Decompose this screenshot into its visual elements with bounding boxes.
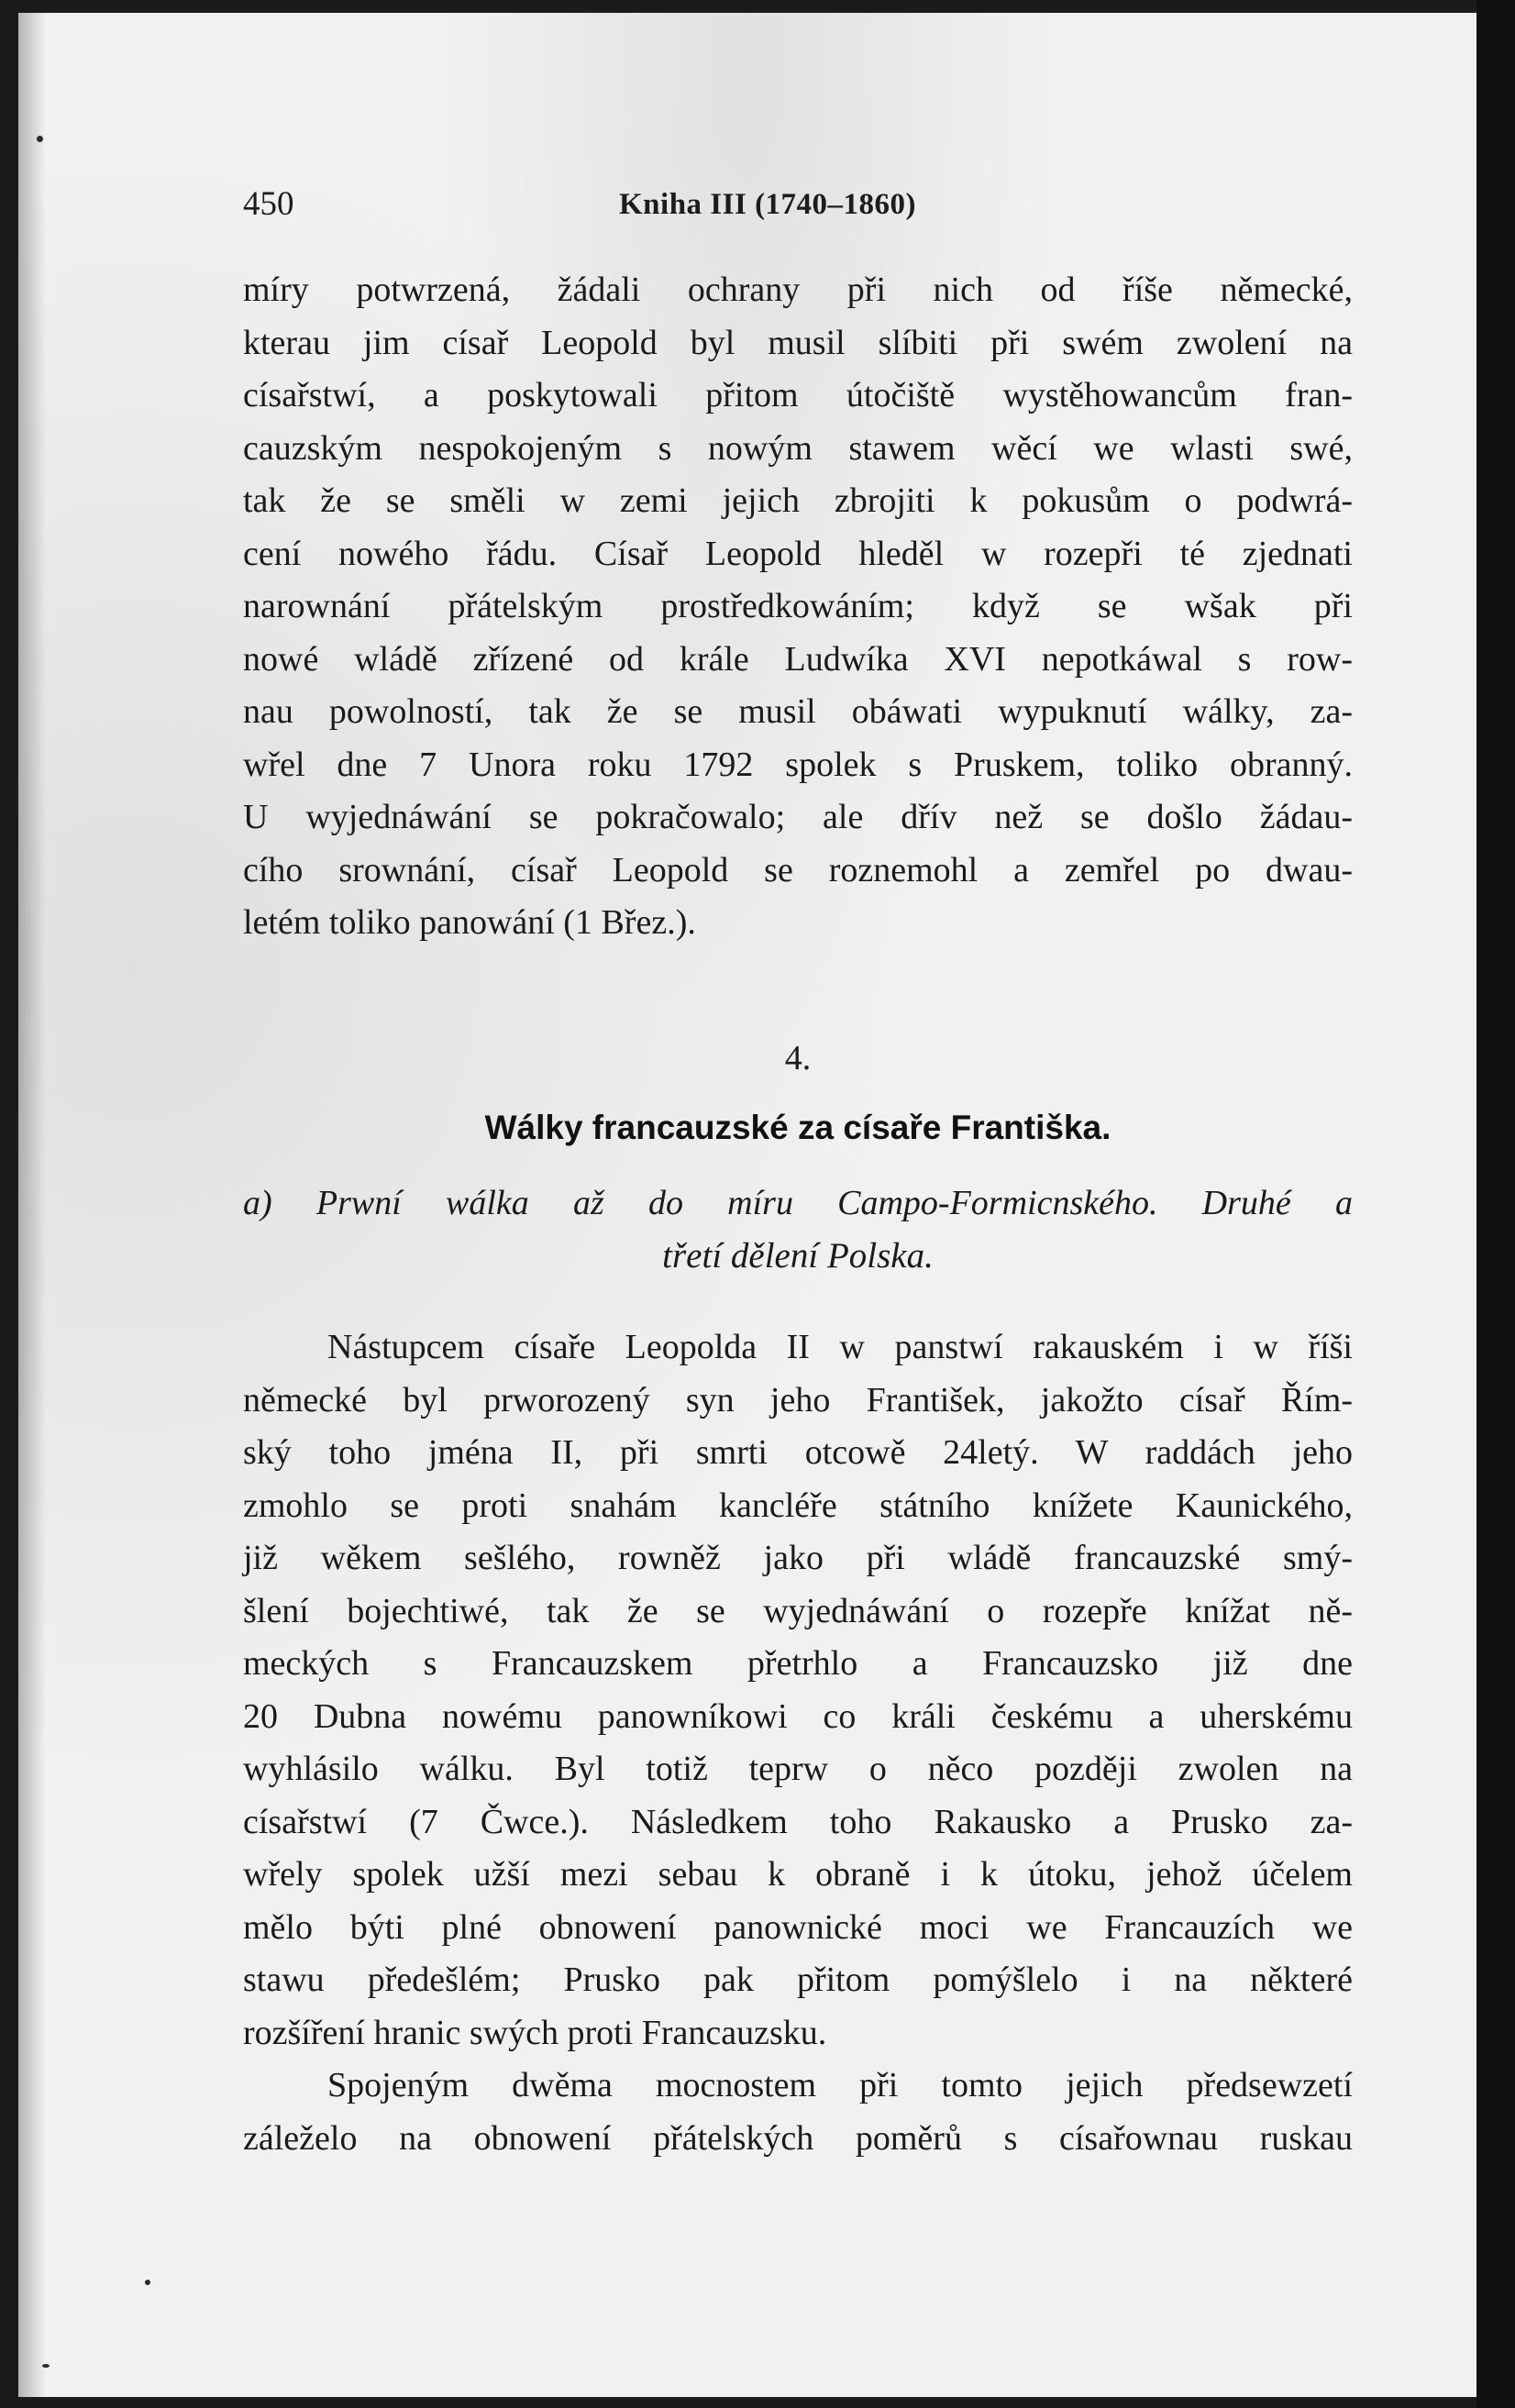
text-line: cauzským nespokojeným s nowým stawem wěcí we wlasti swé, bbox=[243, 428, 1353, 468]
book-spine-shadow bbox=[18, 13, 46, 2397]
text-line: wyhlásilo wálku. Byl totiž teprw o něco později zwolen na bbox=[243, 1750, 1353, 1788]
dust-speck bbox=[42, 2364, 50, 2368]
text-line: stawu předešlém; Prusko pak přitom pomýšlelo i na některé bbox=[243, 1961, 1353, 1999]
text-line: wřely spolek užší mezi sebau k obraně i k útoku, jehož účelem bbox=[243, 1855, 1353, 1894]
paragraph-main bbox=[243, 1321, 1353, 2165]
dust-speck bbox=[145, 2280, 150, 2285]
text-line: císařstwí, a poskytowali přitom útočiště wystěhowancům fran- bbox=[243, 376, 1353, 414]
text-line: rozšíření hranic swých proti Francauzsku. bbox=[243, 2013, 827, 2052]
section-title: Wálky francauzské za císaře Františka. bbox=[484, 1109, 1111, 1146]
text-line: císařstwí (7 Čwce.). Následkem toho Rakausko a Prusko za- bbox=[243, 1802, 1353, 1841]
text-line: 20 Dubna nowému panowníkowi co králi českému a uherskému bbox=[243, 1696, 1353, 1736]
text-line: cení nowého řádu. Císař Leopold hleděl w rozepři té zjednati bbox=[243, 534, 1353, 573]
page-number: 450 bbox=[243, 185, 294, 223]
text-line: Spojeným dwěma mocnostem při tomto jejich předsewzetí bbox=[327, 2066, 1353, 2104]
dust-speck bbox=[37, 136, 43, 142]
text-line: Nástupcem císaře Leopolda II w panstwí rakauském i w říši bbox=[327, 1328, 1353, 1366]
text-line: letém toliko panowání (1 Břez.). bbox=[243, 903, 696, 942]
text-line: míry potwrzená, žádali ochrany při nich od říše německé, bbox=[243, 271, 1353, 309]
text-line: narownání přátelským prostředkowáním; když se wšak při bbox=[243, 587, 1353, 625]
running-head: Kniha III (1740–1860) bbox=[619, 188, 917, 221]
text-line: meckých s Francauzskem přetrhlo a Francauzsko již dne bbox=[243, 1644, 1353, 1683]
paragraph-continued bbox=[243, 264, 1353, 950]
text-line: německé byl prworozený syn jeho František, jakožto císař Řím- bbox=[243, 1380, 1353, 1419]
text-line: ský toho jména II, při smrti otcowě 24letý. W raddách jeho bbox=[243, 1433, 1353, 1472]
text-line: nowé wládě zřízené od krále Ludwíka XVI nepotkáwal s row- bbox=[243, 639, 1353, 679]
text-line: mělo býti plné obnowení panownické moci we Francauzích we bbox=[243, 1907, 1353, 1947]
subsection-heading bbox=[243, 1177, 1353, 1282]
text-line: kterau jim císař Leopold byl musil slíbiti při swém zwolení na bbox=[243, 323, 1353, 362]
text-line: šlení bojechtiwé, tak že se wyjednáwání o rozepře knížat ně- bbox=[243, 1591, 1353, 1630]
page-header bbox=[243, 179, 1353, 230]
text-line: záleželo na obnowení přátelských poměrů s císařownau ruskau bbox=[243, 2118, 1353, 2158]
text-line: cího srownání, císař Leopold se roznemohl a zemřel po dwau- bbox=[243, 850, 1353, 889]
subsection-line: a) Prwní wálka až do míru Campo-Formicnského. Druhé a bbox=[243, 1184, 1353, 1222]
text-line: U wyjednáwání se pokračowalo; ale dřív než se došlo žádau- bbox=[243, 798, 1353, 836]
text-line: tak že se směli w zemi jejich zbrojiti k pokusům o podwrá- bbox=[243, 481, 1353, 520]
text-line: wřel dne 7 Unora roku 1792 spolek s Pruskem, toliko obranný. bbox=[243, 745, 1353, 784]
text-line: zmohlo se proti snahám kancléře státního knížete Kaunického, bbox=[243, 1486, 1353, 1525]
subsection-line: třetí dělení Polska. bbox=[662, 1236, 934, 1276]
section-number: 4. bbox=[784, 1039, 812, 1077]
scan-right-edge bbox=[1476, 0, 1515, 2408]
text-line: nau powolností, tak že se musil obáwati wypuknutí wálky, za- bbox=[243, 692, 1353, 731]
text-line: již wěkem sešlého, rowněž jako při wládě francauzské smý- bbox=[243, 1539, 1353, 1577]
